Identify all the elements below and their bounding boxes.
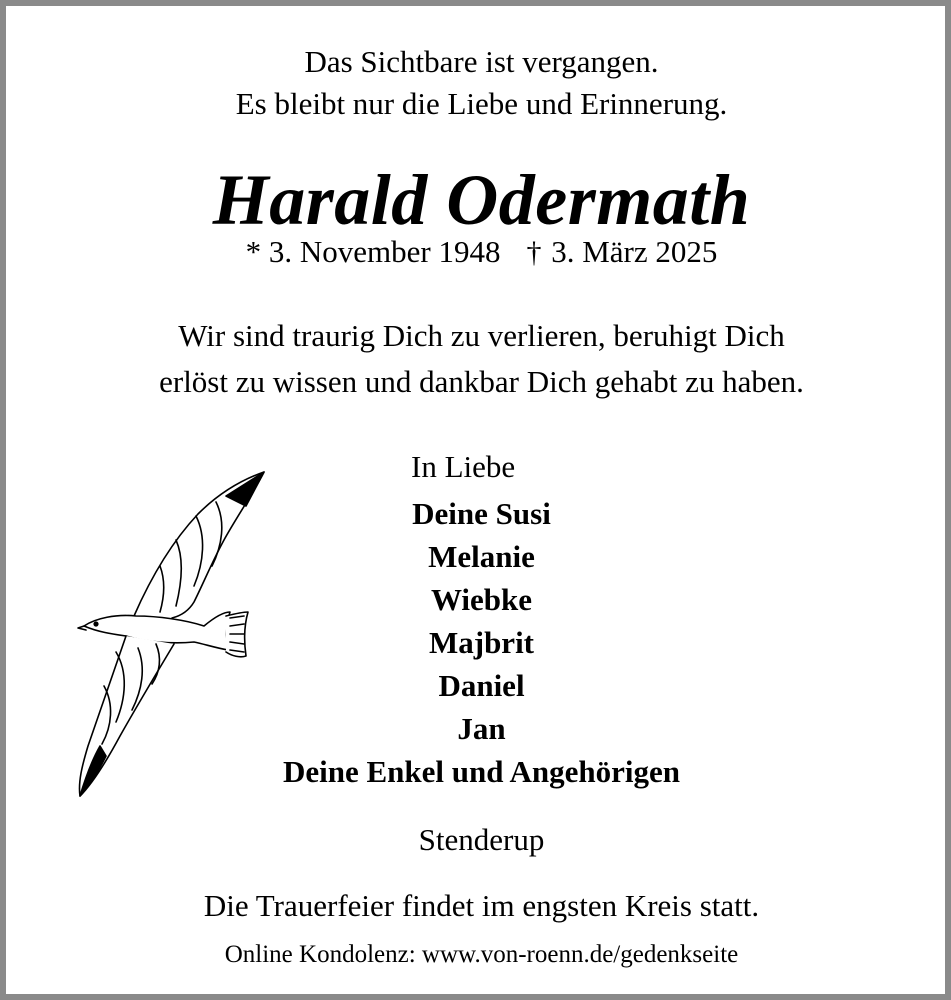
verse-line-1: Das Sichtbare ist vergangen. [304, 44, 659, 79]
place-name: Stenderup [418, 822, 545, 857]
service-note: Die Trauerfeier findet im engsten Kreis statt. [203, 888, 760, 923]
birth-date: * 3. November 1948 [245, 234, 501, 269]
signoff-text: In Liebe [411, 449, 516, 484]
online-condolence: Online Kondolenz: www.von-roenn.de/gedenkseite [224, 941, 739, 968]
verse-line-2: Es bleibt nur die Liebe und Erinnerung. [235, 86, 728, 121]
cross-icon: † [526, 236, 542, 269]
mourner-name: Deine Susi [412, 496, 551, 531]
life-dates [6, 236, 951, 268]
death-date: 3. März 2025 [551, 234, 718, 269]
farewell-line-1: Wir sind traurig Dich zu verlieren, beruhigt Dich [178, 318, 785, 353]
mourner-family: Deine Enkel und Angehörigen [282, 754, 681, 789]
mourner-name: Melanie [428, 539, 535, 574]
mourner-name: Daniel [438, 668, 525, 703]
farewell-line-2: erlöst zu wissen und dankbar Dich gehabt zu haben. [159, 364, 804, 399]
deceased-name: Harald Odermath [212, 160, 751, 240]
mourner-name: Jan [457, 711, 506, 746]
mourner-name: Wiebke [430, 582, 533, 617]
seagull-icon [76, 466, 276, 801]
mourner-name: Majbrit [428, 625, 535, 660]
